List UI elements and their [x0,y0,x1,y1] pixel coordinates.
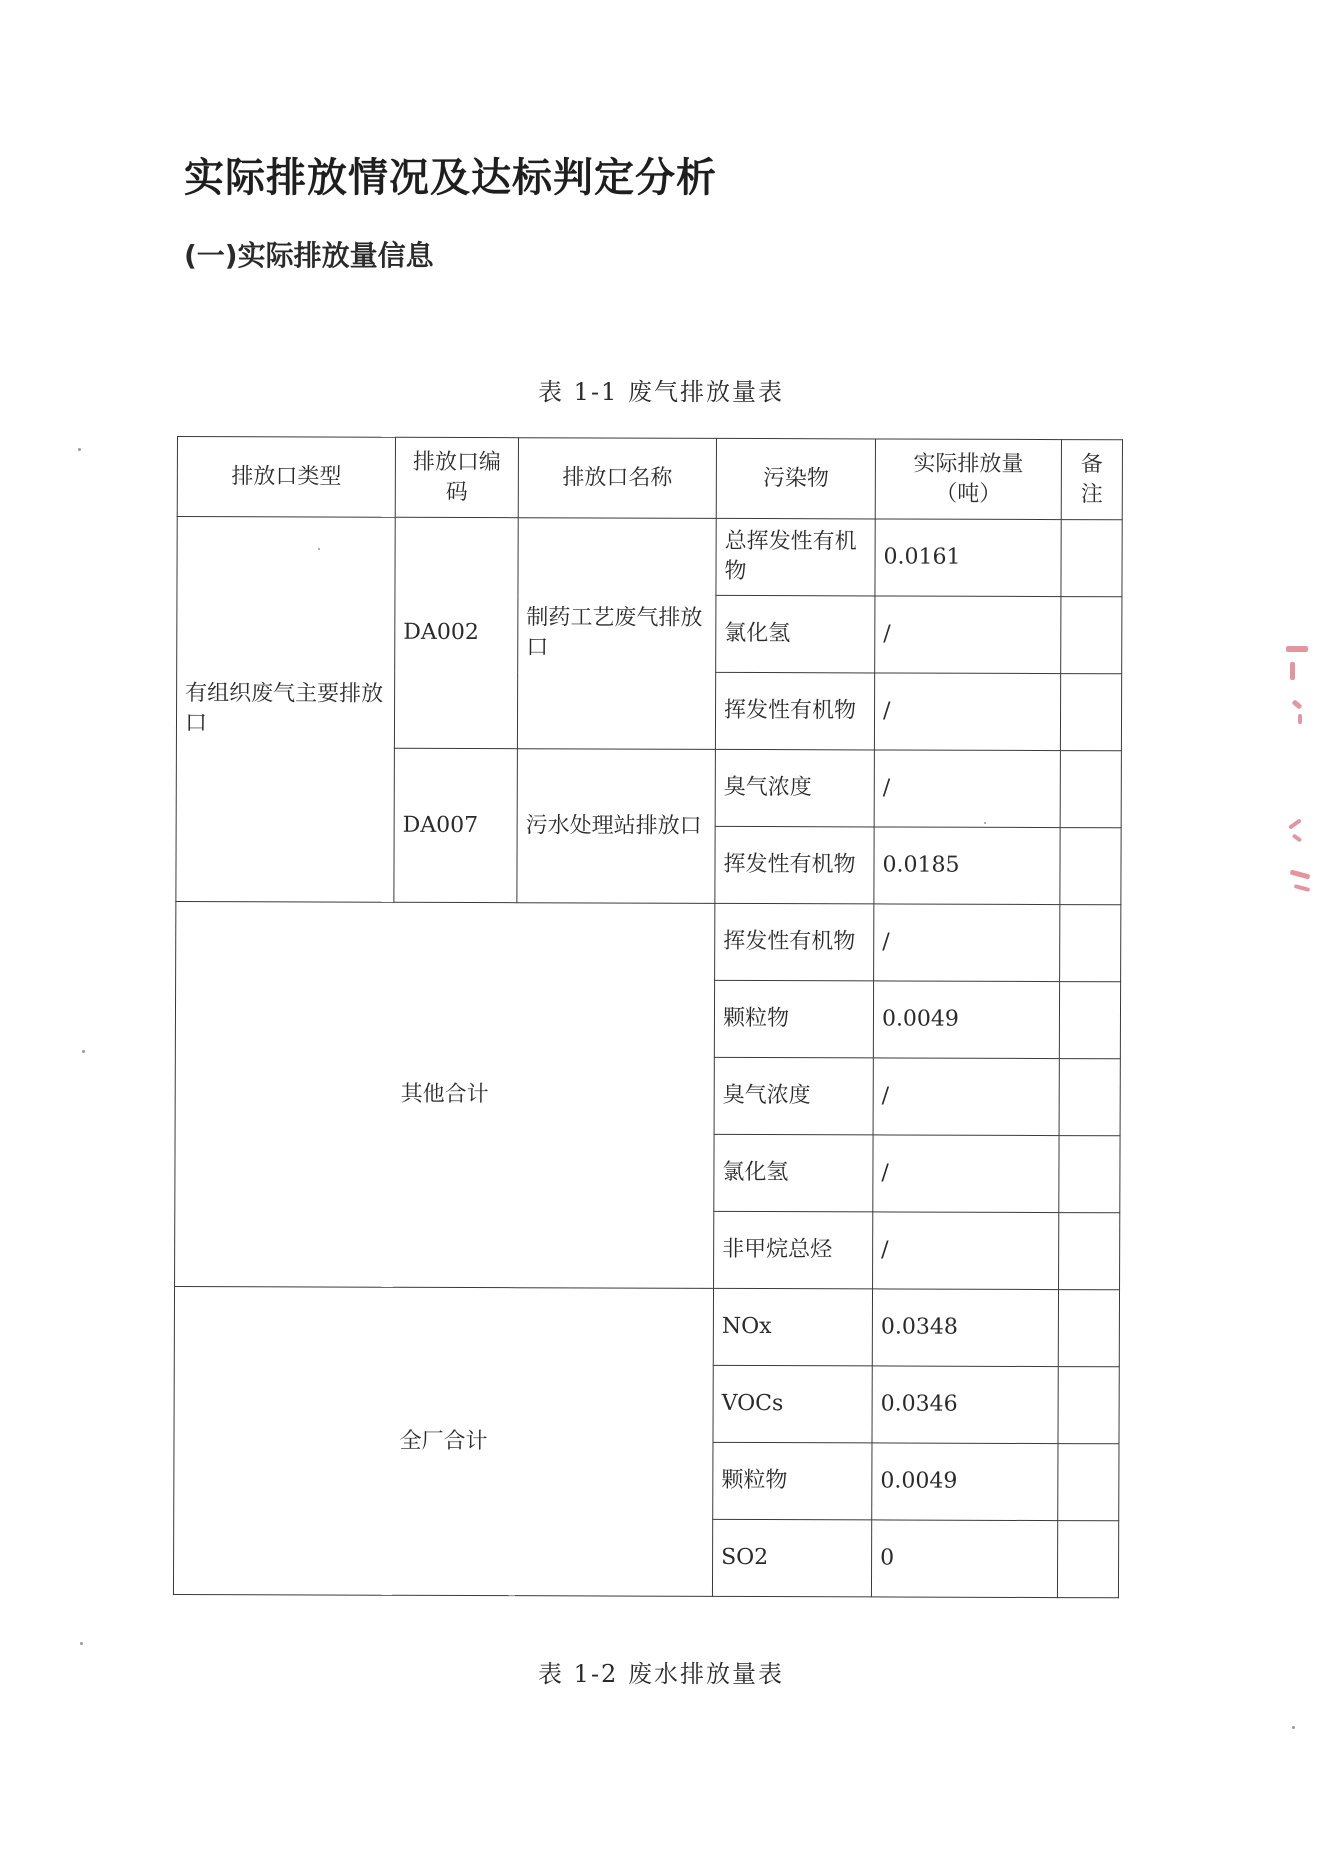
stamp-fragment [1288,818,1302,829]
scan-speck [80,1642,83,1645]
amount-cell: / [873,1135,1059,1213]
section-heading: (一)实际排放量信息 [184,239,434,272]
amount-cell: / [874,673,1060,751]
stamp-fragment [1292,833,1302,842]
remark-cell [1057,1521,1118,1598]
scan-speck [984,822,986,824]
amount-cell: 0.0348 [872,1289,1058,1367]
header-outlet-type: 排放口类型 [177,437,395,518]
remark-cell [1060,674,1121,751]
stamp-fragment [1286,646,1308,652]
scan-speck [82,1050,85,1053]
pollutant-cell: 挥发性有机物 [715,903,874,981]
amount-cell: / [874,904,1060,982]
scan-speck [1292,1726,1295,1729]
pollutant-cell: 氯化氢 [716,595,875,673]
stamp-fragment [1290,662,1295,680]
pollutant-cell: 颗粒物 [714,980,873,1058]
header-remark: 备注 [1061,440,1122,520]
stamp-fragment [1292,699,1303,709]
other-total-label: 其他合计 [175,901,715,1288]
page-title: 实际排放情况及达标判定分析 [184,155,717,201]
plant-total-label: 全厂合计 [173,1286,713,1596]
stamp-fragment [1294,884,1310,892]
pollutant-cell: 氯化氢 [714,1134,873,1212]
pollutant-cell: 臭气浓度 [715,749,874,827]
remark-cell [1059,1136,1120,1213]
pollutant-cell: SO2 [712,1519,871,1597]
table-1-caption: 表 1-1 废气排放量表 [538,378,784,406]
remark-cell [1059,1213,1120,1290]
remark-cell [1058,1290,1119,1367]
table-row [174,1286,1119,1366]
stamp-fragment [1290,869,1311,879]
remark-cell [1058,1444,1119,1521]
pollutant-cell: NOx [713,1288,872,1366]
amount-cell: / [875,596,1061,674]
stamp-fragment [1298,714,1302,724]
remark-cell [1061,597,1122,674]
header-pollutant: 污染物 [716,438,875,519]
remark-cell [1060,751,1121,828]
pollutant-cell: 总挥发性有机物 [716,518,875,596]
table-row [176,901,1121,981]
emissions-table [173,436,1123,1598]
pollutant-cell: 挥发性有机物 [715,672,874,750]
scan-speck [318,548,320,550]
header-outlet-name: 排放口名称 [518,438,716,519]
amount-cell: / [873,1058,1059,1136]
remark-cell [1060,905,1121,982]
amount-cell: 0.0049 [872,1443,1058,1521]
pollutant-cell: 非甲烷总烃 [714,1211,873,1289]
remark-cell [1059,1059,1120,1136]
pollutant-cell: VOCs [713,1365,872,1443]
outlet-name: 污水处理站排放口 [517,749,716,904]
main-outlet-type: 有组织废气主要排放口 [176,517,395,903]
table-2-caption: 表 1-2 废水排放量表 [538,1660,784,1688]
amount-cell: 0.0049 [873,981,1059,1059]
scan-speck [78,448,81,451]
outlet-code: DA002 [394,517,518,748]
amount-cell: / [874,750,1060,828]
pollutant-cell: 挥发性有机物 [715,826,874,904]
outlet-code: DA007 [394,748,518,902]
pollutant-cell: 颗粒物 [713,1442,872,1520]
pollutant-cell: 臭气浓度 [714,1057,873,1135]
remark-cell [1061,520,1122,597]
amount-cell: 0.0161 [875,519,1061,597]
table-row [177,517,1122,597]
outlet-name: 制药工艺废气排放口 [517,518,716,750]
remark-cell [1058,1367,1119,1444]
header-amount: 实际排放量 （吨） [875,439,1061,520]
amount-cell: / [873,1212,1059,1290]
amount-cell: 0 [871,1520,1057,1598]
table-header-row [177,437,1122,520]
remark-cell [1059,982,1120,1059]
amount-cell: 0.0185 [874,827,1060,905]
header-outlet-code: 排放口编码 [395,437,518,517]
amount-cell: 0.0346 [872,1366,1058,1444]
remark-cell [1060,828,1121,905]
